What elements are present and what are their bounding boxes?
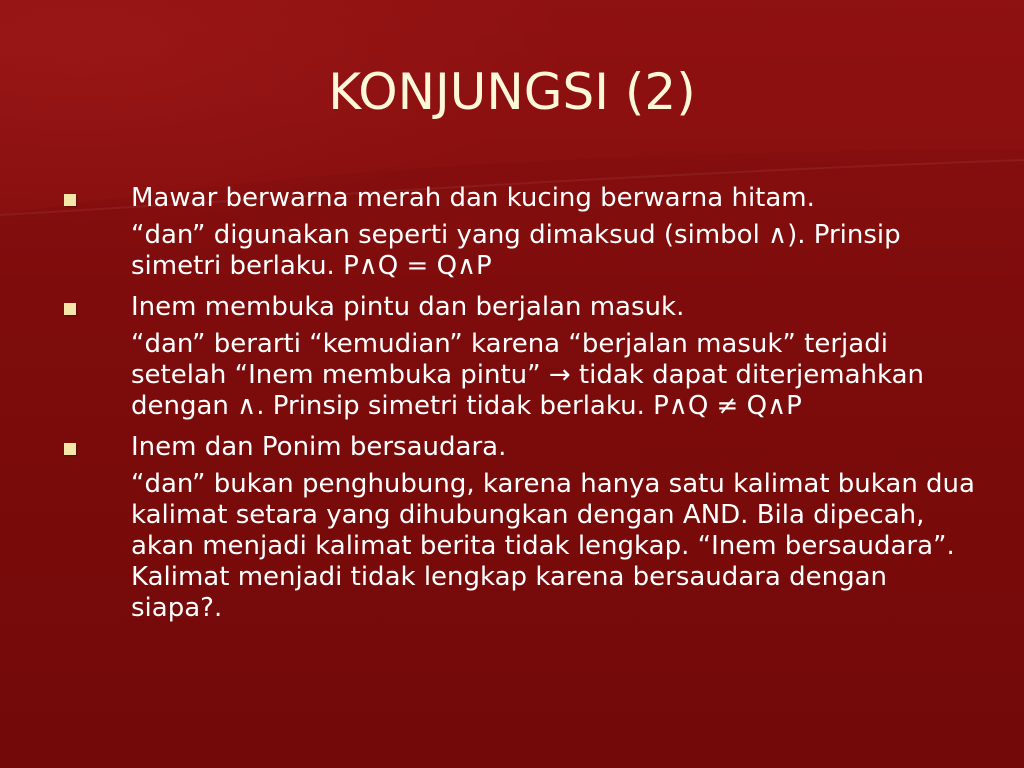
square-bullet-icon	[64, 443, 76, 455]
list-item	[58, 182, 978, 282]
bullet-explanation: “dan” bukan penghubung, karena hanya satu kalimat bukan dua kalimat setara yang dihubungkan dengan AND. Bila dipecah, akan menjadi kalimat berita tidak lengkap. “Inem bersaudara”. Kalimat menjadi tidak lengkap karena bersaudara dengan siapa?.	[131, 469, 975, 623]
square-bullet-icon	[64, 303, 76, 315]
bullet-explanation: “dan” berarti “kemudian” karena “berjalan masuk” terjadi setelah “Inem membuka pintu” → tidak dapat diterjemahkan dengan ∧. Prinsip simetri tidak berlaku. P∧Q ≠ Q∧P	[131, 329, 925, 421]
list-item	[58, 291, 978, 422]
list-item	[58, 431, 978, 624]
bullet-explanation: “dan” digunakan seperti yang dimaksud (simbol ∧). Prinsip simetri berlaku. P∧Q = Q∧P	[131, 220, 901, 281]
bullet-list	[58, 182, 978, 633]
bullet-point: Inem dan Ponim bersaudara.	[131, 432, 507, 462]
bullet-point: Mawar berwarna merah dan kucing berwarna hitam.	[131, 183, 815, 213]
square-bullet-icon	[64, 194, 76, 206]
bullet-point: Inem membuka pintu dan berjalan masuk.	[131, 292, 685, 322]
slide-title: KONJUNGSI (2)	[328, 63, 696, 121]
